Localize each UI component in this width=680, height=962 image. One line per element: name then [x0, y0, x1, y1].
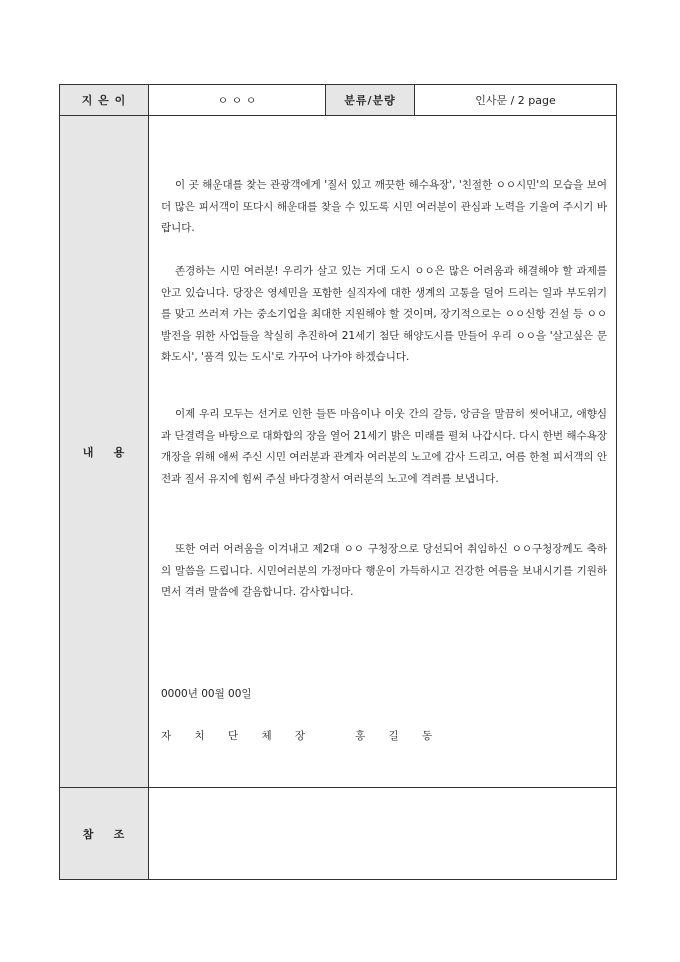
category-value: 인사문 / 2 page — [475, 94, 556, 107]
paragraph-1: 이 곳 해운대를 찾는 관광객에게 '질서 있고 깨끗한 해수욕장', '친절한 ㅇㅇ시민'의 모습을 보여 더 많은 피서객이 또다시 해운대를 찾을 수 있도록 시민 여러분이 관심과 노력을 기울여 주시기 바랍니다. — [161, 179, 607, 234]
reference-row — [60, 788, 616, 879]
content-row — [60, 116, 616, 788]
signature-line: 자 치 단 체 장 홍 길 동 — [161, 730, 443, 742]
header-row — [60, 85, 616, 116]
content-label: 내 용 — [60, 116, 149, 787]
document-form — [59, 84, 617, 880]
reference-value — [149, 788, 616, 879]
paragraph-3: 이제 우리 모두는 선거로 인한 들뜬 마음이나 이웃 간의 갈등, 앙금을 말끔히 씻어내고, 애향심과 단결력을 바탕으로 대화합의 장을 열어 21세기 밝은 미래를 펼쳐 나갑시다. 다시 한번 해수욕장 개장을 위해 애써 주신 시민 여러분과 관계자 여러분의 노고에 감사 드리고, 여름 한철 피서객의 안전과 질서 유지에 힘써 주실 바다경찰서 여러분의 노고에 격려를 보냅니다. — [161, 408, 607, 485]
reference-label: 참 조 — [60, 788, 149, 879]
author-label: 지 은 이 — [60, 85, 149, 115]
author-value: ㅇ ㅇ ㅇ — [149, 85, 326, 115]
content-body — [149, 116, 616, 787]
date-line: 0000년 00월 00일 — [161, 688, 252, 700]
paragraph-4: 또한 여러 어려움을 이겨내고 제2대 ㅇㅇ 구청장으로 당선되어 취임하신 ㅇㅇ구청장께도 축하의 말씀을 드립니다. 시민여러분의 가정마다 행운이 가득하시고 건강한 여름을 보내시기를 기원하면서 격려 말씀에 갈음합니다. 감사합니다. — [161, 543, 607, 598]
category-label: 분류/분량 — [326, 85, 415, 115]
paragraph-2: 존경하는 시민 여러분! 우리가 살고 있는 거대 도시 ㅇㅇ은 많은 어려움과 해결해야 할 과제를 안고 있습니다. 당장은 영세민을 포함한 실직자에 대한 생계의 고통을 덜어 드리는 일과 부도위기를 맞고 쓰러져 가는 중소기업을 최대한 지원해야 할 것이며, 장기적으로는 ㅇㅇ신항 건설 등 ㅇㅇ 발전을 위한 사업들을 착실히 추진하여 21세기 첨단 해양도시를 만들어 우리 ㅇㅇ을 '살고싶은 문화도시', '품격 있는 도시'로 가꾸어 나가야 하겠습니다. — [161, 265, 607, 363]
